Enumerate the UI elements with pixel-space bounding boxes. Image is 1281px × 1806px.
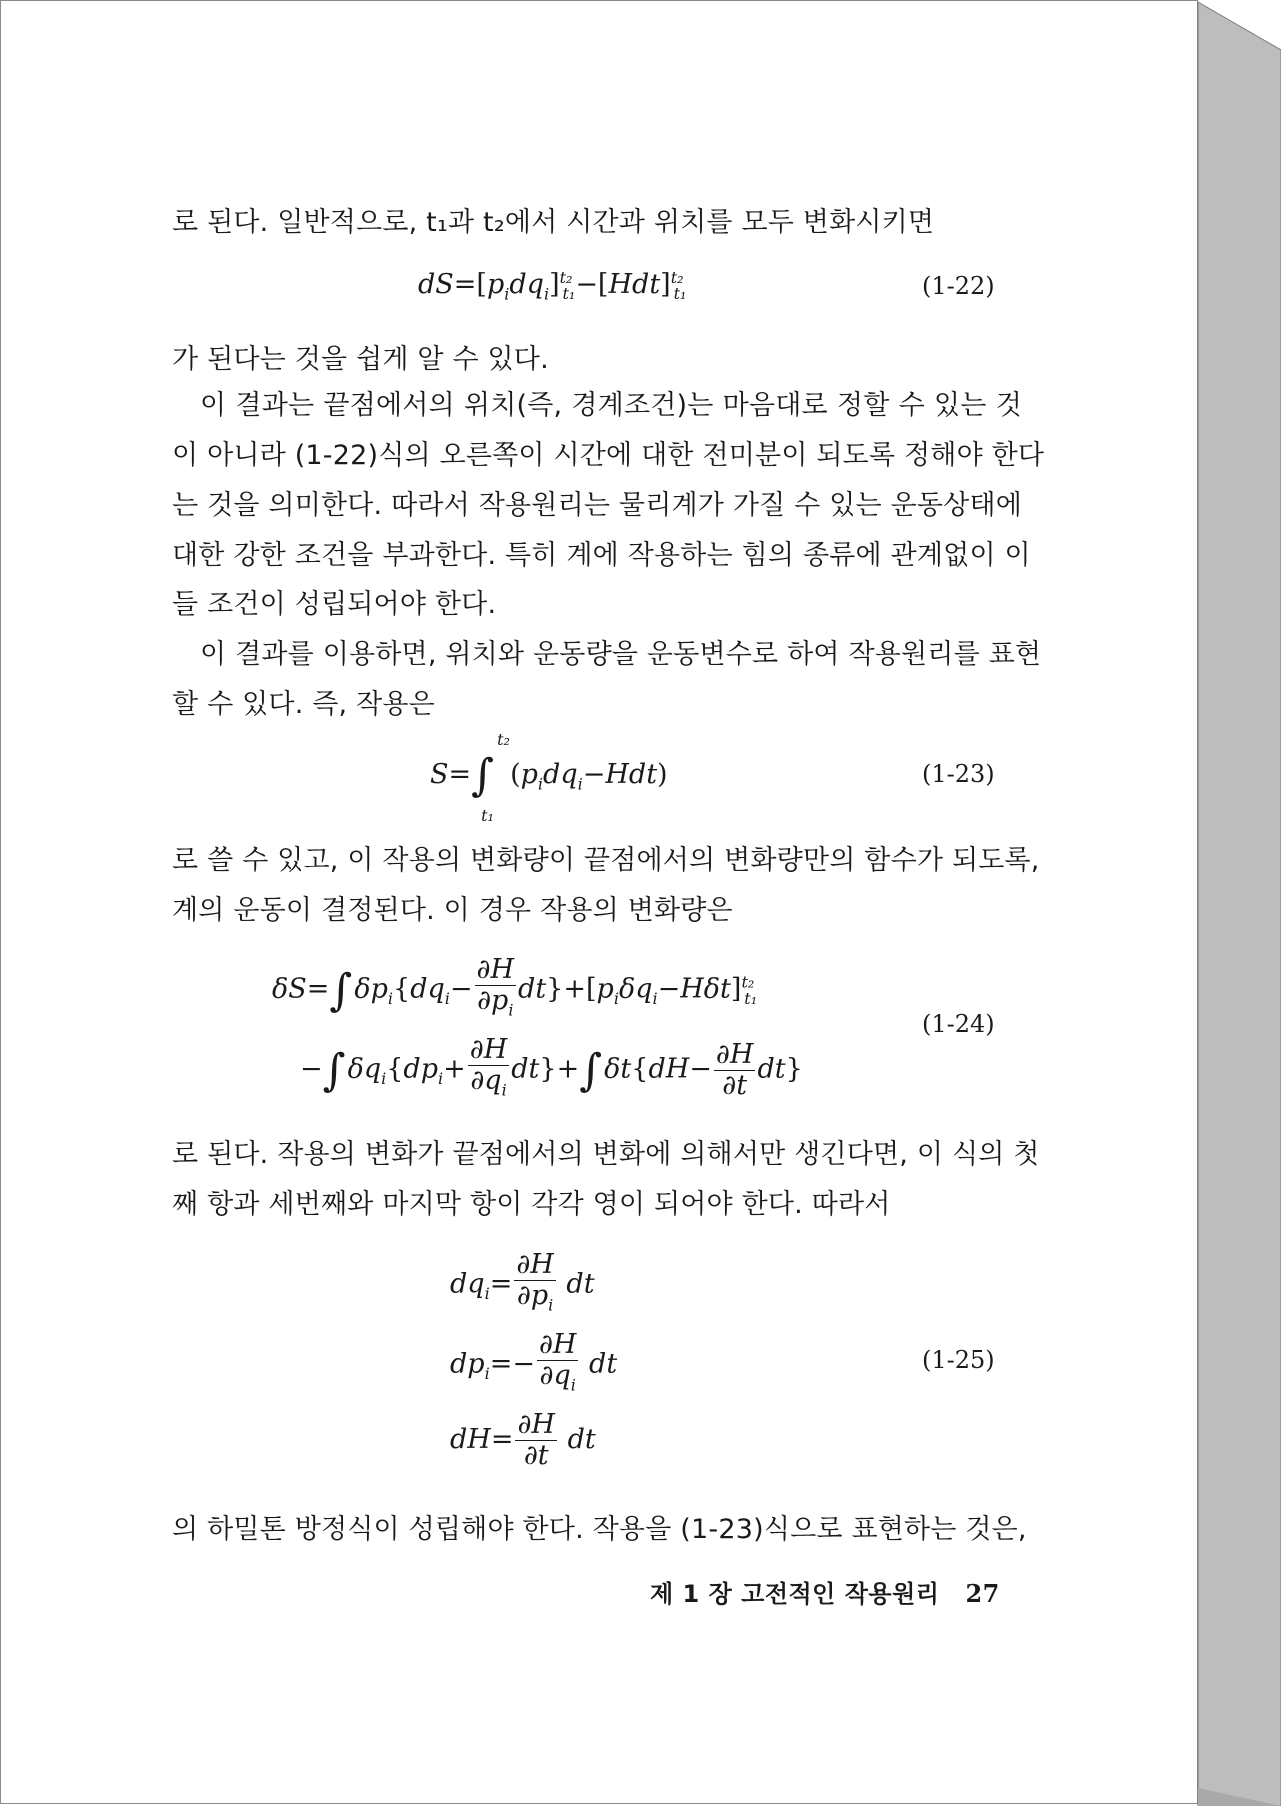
equation-1-25-line2: $dp_i=-$ $\frac{\partial H}{\partial q_i}$ dt [450, 1330, 617, 1400]
text-line: 이 결과는 끝점에서의 위치(즉, 경계조건)는 마음대로 정할 수 있는 것 [200, 390, 1022, 421]
text-line: 대한 강한 조건을 부과한다. 특히 계에 작용하는 힘의 종류에 관계없이 이 [172, 540, 1031, 571]
text-line: 로 쓸 수 있고, 이 작용의 변화량이 끝점에서의 변화량만의 함수가 되도록, [172, 845, 1040, 876]
text-line: 들 조건이 성립되어야 한다. [172, 589, 497, 620]
page-footer [650, 1574, 1000, 1609]
equation-number: (1-25) [922, 1346, 995, 1374]
text-line: 이 아니라 (1-22)식의 오른쪽이 시간에 대한 전미분이 되도록 정해야 한다 [172, 440, 1045, 471]
text-line: 계의 운동이 결정된다. 이 경우 작용의 변화량은 [172, 895, 733, 926]
text-line: 째 항과 세번째와 마지막 항이 각각 영이 되어야 한다. 따라서 [172, 1189, 891, 1220]
equation-number: (1-24) [922, 1010, 995, 1038]
text-line: 의 하밀톤 방정식이 성립해야 한다. 작용을 (1-23)식으로 표현하는 것은, [172, 1514, 1027, 1545]
equation-number: (1-22) [922, 272, 995, 300]
equation-number: (1-23) [922, 760, 995, 788]
equation-1-24-line1: $\delta S=\int\delta p_i\{dq_i-$ $\frac{\partial H}{\partial p_i}$ $dt\}+[p_i\delta q_i-H\delta t]^{t_2}_{t_1}$ [272, 955, 757, 1025]
text-line: 할 수 있다. 즉, 작용은 [172, 689, 435, 720]
page-number: 27 [965, 1579, 1000, 1608]
text-line: 이 결과를 이용하면, 위치와 운동량을 운동변수로 하여 작용원리를 표현 [200, 639, 1042, 670]
text-line: 가 된다는 것을 쉽게 알 수 있다. [172, 344, 549, 375]
text-line: 는 것을 의미한다. 따라서 작용원리는 물리계가 가질 수 있는 운동상태에 [172, 490, 1023, 521]
equation-1-23: S=∫ t₂ t₁ $(p_idq_i-Hdt)$ [430, 730, 668, 825]
text-line: 로 된다. 일반적으로, t₁과 t₂에서 시간과 위치를 모두 변화시키면 [172, 207, 935, 238]
equation-1-22: $dS=[p_idq_i]^{t_2}_{t_1}-[Hdt]^{t_2}_{t_1}$ [418, 268, 687, 304]
text-line: 로 된다. 작용의 변화가 끝점에서의 변화에 의해서만 생긴다면, 이 식의 첫 [172, 1139, 1040, 1170]
chapter-title: 제 1 장 고전적인 작용원리 [650, 1580, 940, 1608]
equation-1-24-line2: $-\int\delta q_i\{dp_i+$ $\frac{\partial H}{\partial q_i}$ dt}+∫δt{dH− $\frac{\partial H}{\partial t}$ dt} [300, 1035, 803, 1105]
equation-1-25-line3: dH= $\frac{\partial H}{\partial t}$ dt [450, 1409, 596, 1471]
equation-1-25-line1: $dq_i=$ $\frac{\partial H}{\partial p_i}$ dt [450, 1250, 595, 1320]
